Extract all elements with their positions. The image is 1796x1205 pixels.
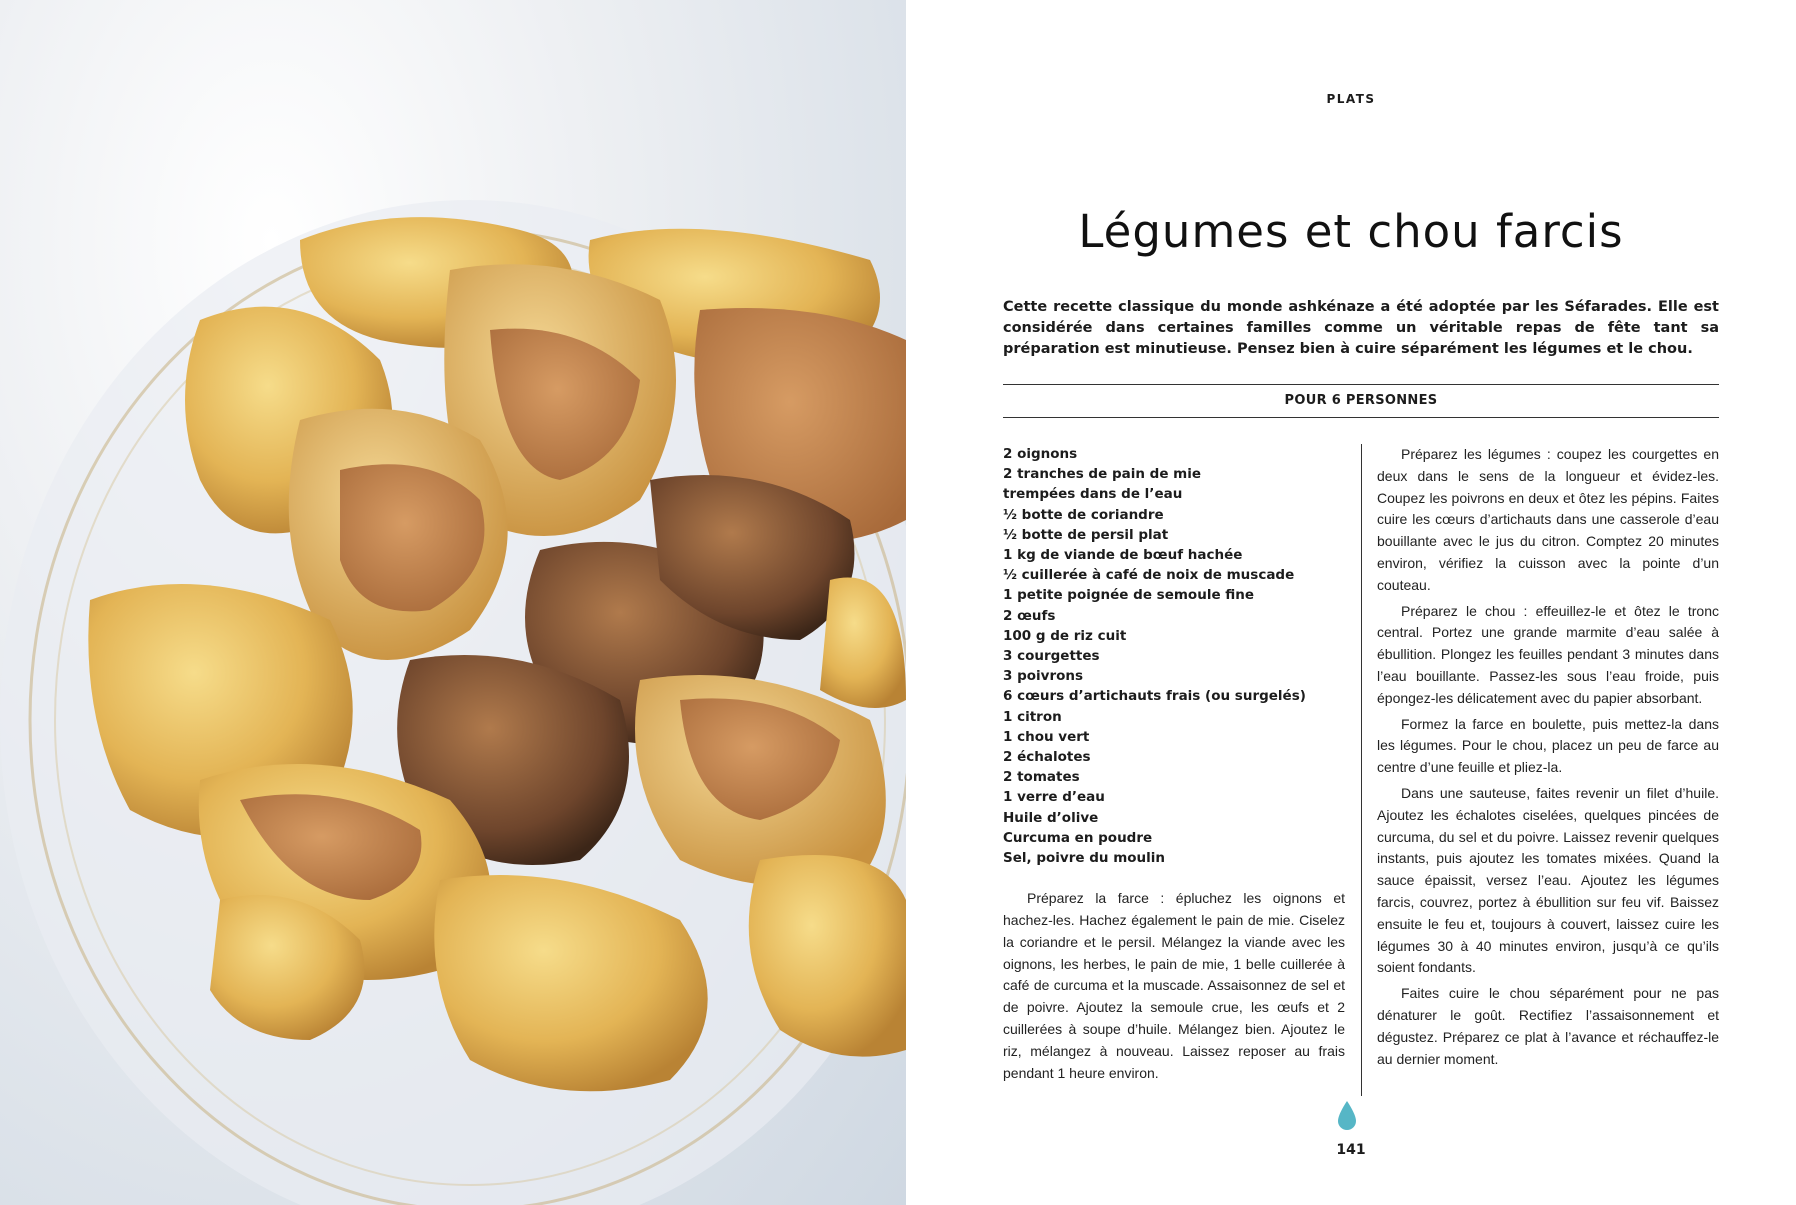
left-column <box>1003 444 1345 1088</box>
bottom-rule <box>1003 417 1719 418</box>
ingredient-item: 2 œufs <box>1003 607 1056 624</box>
ingredient-item: Curcuma en poudre <box>1003 829 1153 846</box>
ingredient-item: 2 oignons <box>1003 446 1078 462</box>
ingredient-item: 1 citron <box>1003 708 1062 725</box>
ingredient-item: ½ botte de coriandre <box>1003 506 1164 523</box>
step-cabbage: Préparez le chou : effeuillez-le et ôtez le tronc central. Portez une grande marmite d’eau salée à ébullition. Plongez les feuilles pendant 3 minutes dans l’eau bouillante. Passez-les sous l’eau froide, puis épongez-les délicatement avec du papier absorbant. <box>1377 602 1719 706</box>
ingredient-item: Huile d’olive <box>1003 809 1099 826</box>
ingredient-item: 1 kg de viande de bœuf hachée <box>1003 547 1243 564</box>
ingredient-item: 1 verre d’eau <box>1003 789 1105 806</box>
step-finish: Faites cuire le chou séparément pour ne pas dénaturer le goût. Rectifiez l’assaisonnement et dégustez. Préparez ce plat à l’avance et réchauffez-le au dernier moment. <box>1377 985 1719 1067</box>
section-label: PLATS <box>1326 92 1376 106</box>
right-column <box>1377 444 1719 1074</box>
column-divider <box>1361 444 1362 1096</box>
ingredient-item: 1 chou vert <box>1003 728 1090 745</box>
ingredient-item: ½ cuillerée à café de noix de muscade <box>1003 567 1295 584</box>
page-number: 141 <box>1336 1142 1366 1158</box>
ingredient-item: 6 cœurs d’artichauts frais (ou surgelés) <box>1003 688 1306 705</box>
recipe-page <box>906 0 1796 1205</box>
ingredients-list <box>1003 444 1345 868</box>
step-farce: Préparez la farce : épluchez les oignons et hachez-les. Hachez également le pain de mie. Ciselez la coriandre et le persil. Mélangez la viande avec les oignons, les herbes, le pain de mie, 1 belle cuillerée à café de curcuma et la muscade. Assaisonnez de sel et de poivre. Ajoutez la semoule crue, les œufs et 2 cuillerées à soupe d’huile. Mélangez bien. Ajoutez le riz, mélangez à nouveau. Laissez reposer au frais pendant 1 heure environ. <box>1003 890 1345 1081</box>
ingredient-item: 2 tomates <box>1003 769 1080 786</box>
step-sauce: Dans une sauteuse, faites revenir un filet d’huile. Ajoutez les échalotes ciselées, quelques pincées de curcuma, du sel et du poivre. Laissez revenir quelques instants, puis ajoutez les tomates mixées. Quand la sauce épaissit, versez l’eau. Ajoutez les légumes farcis, couvrez, portez à ébullition sur feu vif. Baissez ensuite le feu et, toujours à couvert, laissez cuire les légumes 30 à 40 minutes environ, jusqu’à ce qu’ils soient fondants. <box>1377 784 1719 976</box>
top-rule <box>1003 384 1719 385</box>
recipe-title: Légumes et chou farcis <box>1078 205 1624 258</box>
recipe-intro: Cette recette classique du monde ashkénaze a été adoptée par les Séfarades. Elle est considérée dans certaines familles comme un véritable repas de fête tant sa préparation est minutieuse. Pensez bien à cuire séparément les légumes et le chou. <box>1003 299 1719 357</box>
ingredient-item: Sel, poivre du moulin <box>1003 850 1166 867</box>
servings: POUR 6 PERSONNES <box>1284 393 1438 408</box>
ingredient-item: 2 échalotes <box>1003 749 1091 766</box>
ingredient-item: 1 petite poignée de semoule fine <box>1003 587 1255 604</box>
step-vegetables: Préparez les légumes : coupez les courgettes en deux dans le sens de la longueur et évidez-les. Coupez les poivrons en deux et ôtez les pépins. Faites cuire les cœurs d’artichauts dans une casserole d’eau bouillante avec le jus du citron. Comptez 20 minutes environ, vérifiez la cuisson avec la pointe d’un couteau. <box>1377 446 1719 593</box>
ingredient-item: 3 courgettes <box>1003 648 1100 665</box>
ingredient-item: 100 g de riz cuit <box>1003 627 1127 644</box>
ingredient-item: 3 poivrons <box>1003 668 1084 685</box>
step-stuffing: Formez la farce en boulette, puis mettez-la dans les légumes. Pour le chou, placez un peu de farce au centre d’une feuille et pliez-la. <box>1377 715 1719 776</box>
ingredient-item: ½ botte de persil plat <box>1003 526 1169 543</box>
water-drop-icon <box>1338 1101 1356 1135</box>
ingredient-item: 2 tranches de pain de mie <box>1003 466 1202 483</box>
ingredient-item: trempées dans de l’eau <box>1003 486 1183 503</box>
